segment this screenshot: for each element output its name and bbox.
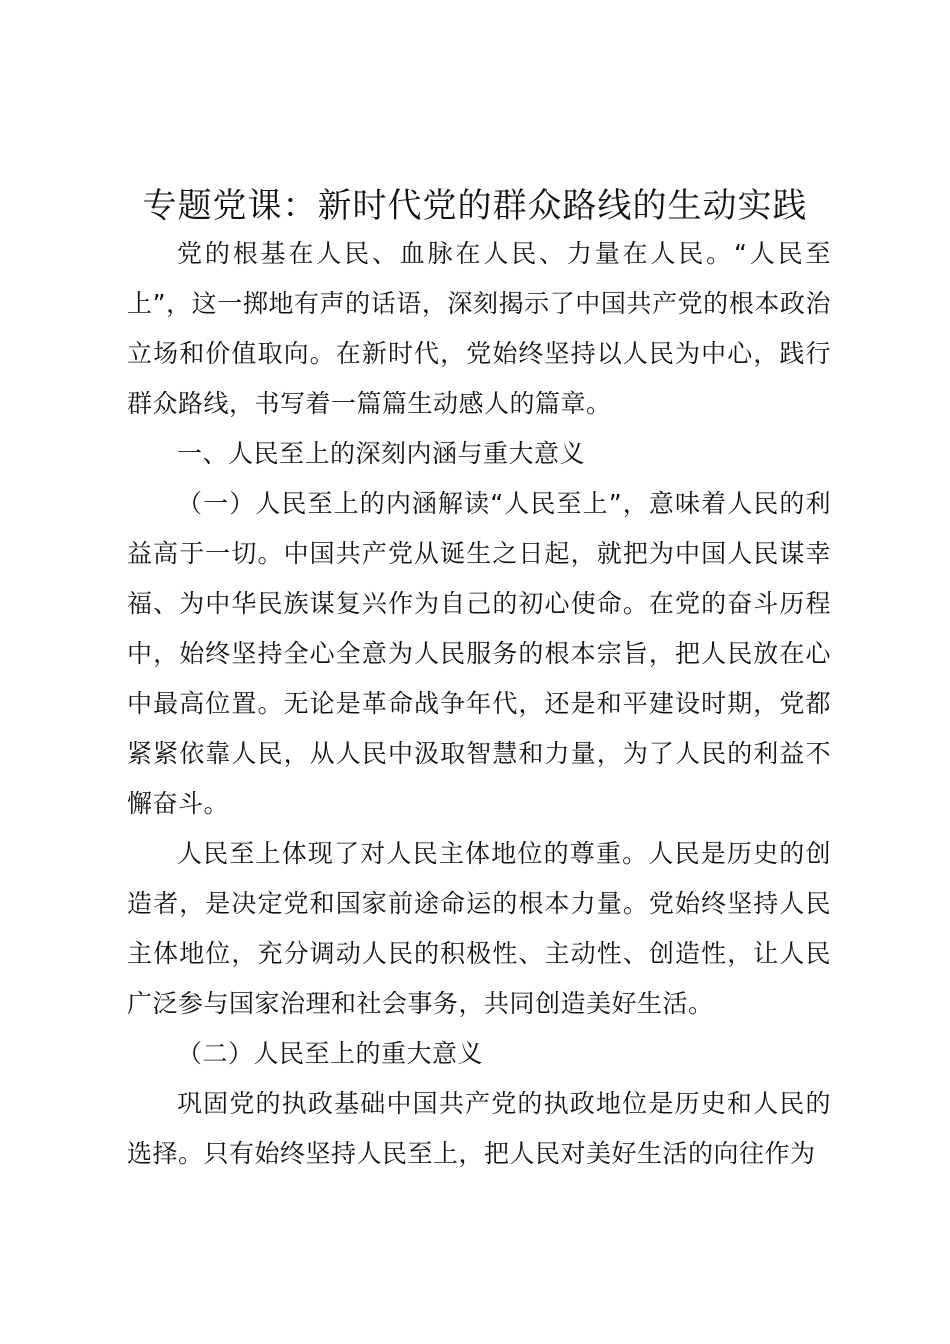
paragraph-intro: 党的根基在人民、血脉在人民、力量在人民。“人民至上”，这一掷地有声的话语，深刻揭示了中国共产党的根本政治立场和价值取向。在新时代，党始终坚持以人民为中心，践行群众路线，书写着一篇篇生动感人的篇章。 (127, 239, 831, 418)
document-body (127, 229, 831, 1179)
paragraph-ruling-foundation: 巩固党的执政基础中国共产党的执政地位是历史和人民的选择。只有始终坚持人民至上，把人民对美好生活的向往作为 (127, 1089, 831, 1168)
document-title: 专题党课：新时代党的群众路线的生动实践 (142, 186, 808, 226)
section-heading-1: 一、人民至上的深刻内涵与重大意义 (177, 439, 586, 468)
paragraph-people-subject: 人民至上体现了对人民主体地位的尊重。人民是历史的创造者，是决定党和国家前途命运的根本力量。党始终坚持人民主体地位，充分调动人民的积极性、主动性、创造性，让人民广泛参与国家治理和社会事务，共同创造美好生活。 (127, 839, 831, 1018)
paragraph-connotation: （一）人民至上的内涵解读“人民至上”，意味着人民的利益高于一切。中国共产党从诞生之日起，就把为中国人民谋幸福、为中华民族谋复兴作为自己的初心使命。在党的奋斗历程中，始终坚持全心全意为人民服务的根本宗旨，把人民放在心中最高位置。无论是革命战争年代，还是和平建设时期，党都紧紧依靠人民，从人民中汲取智慧和力量，为了人民的利益不懈奋斗。 (127, 489, 831, 818)
subsection-heading-2: （二）人民至上的重大意义 (177, 1039, 484, 1068)
